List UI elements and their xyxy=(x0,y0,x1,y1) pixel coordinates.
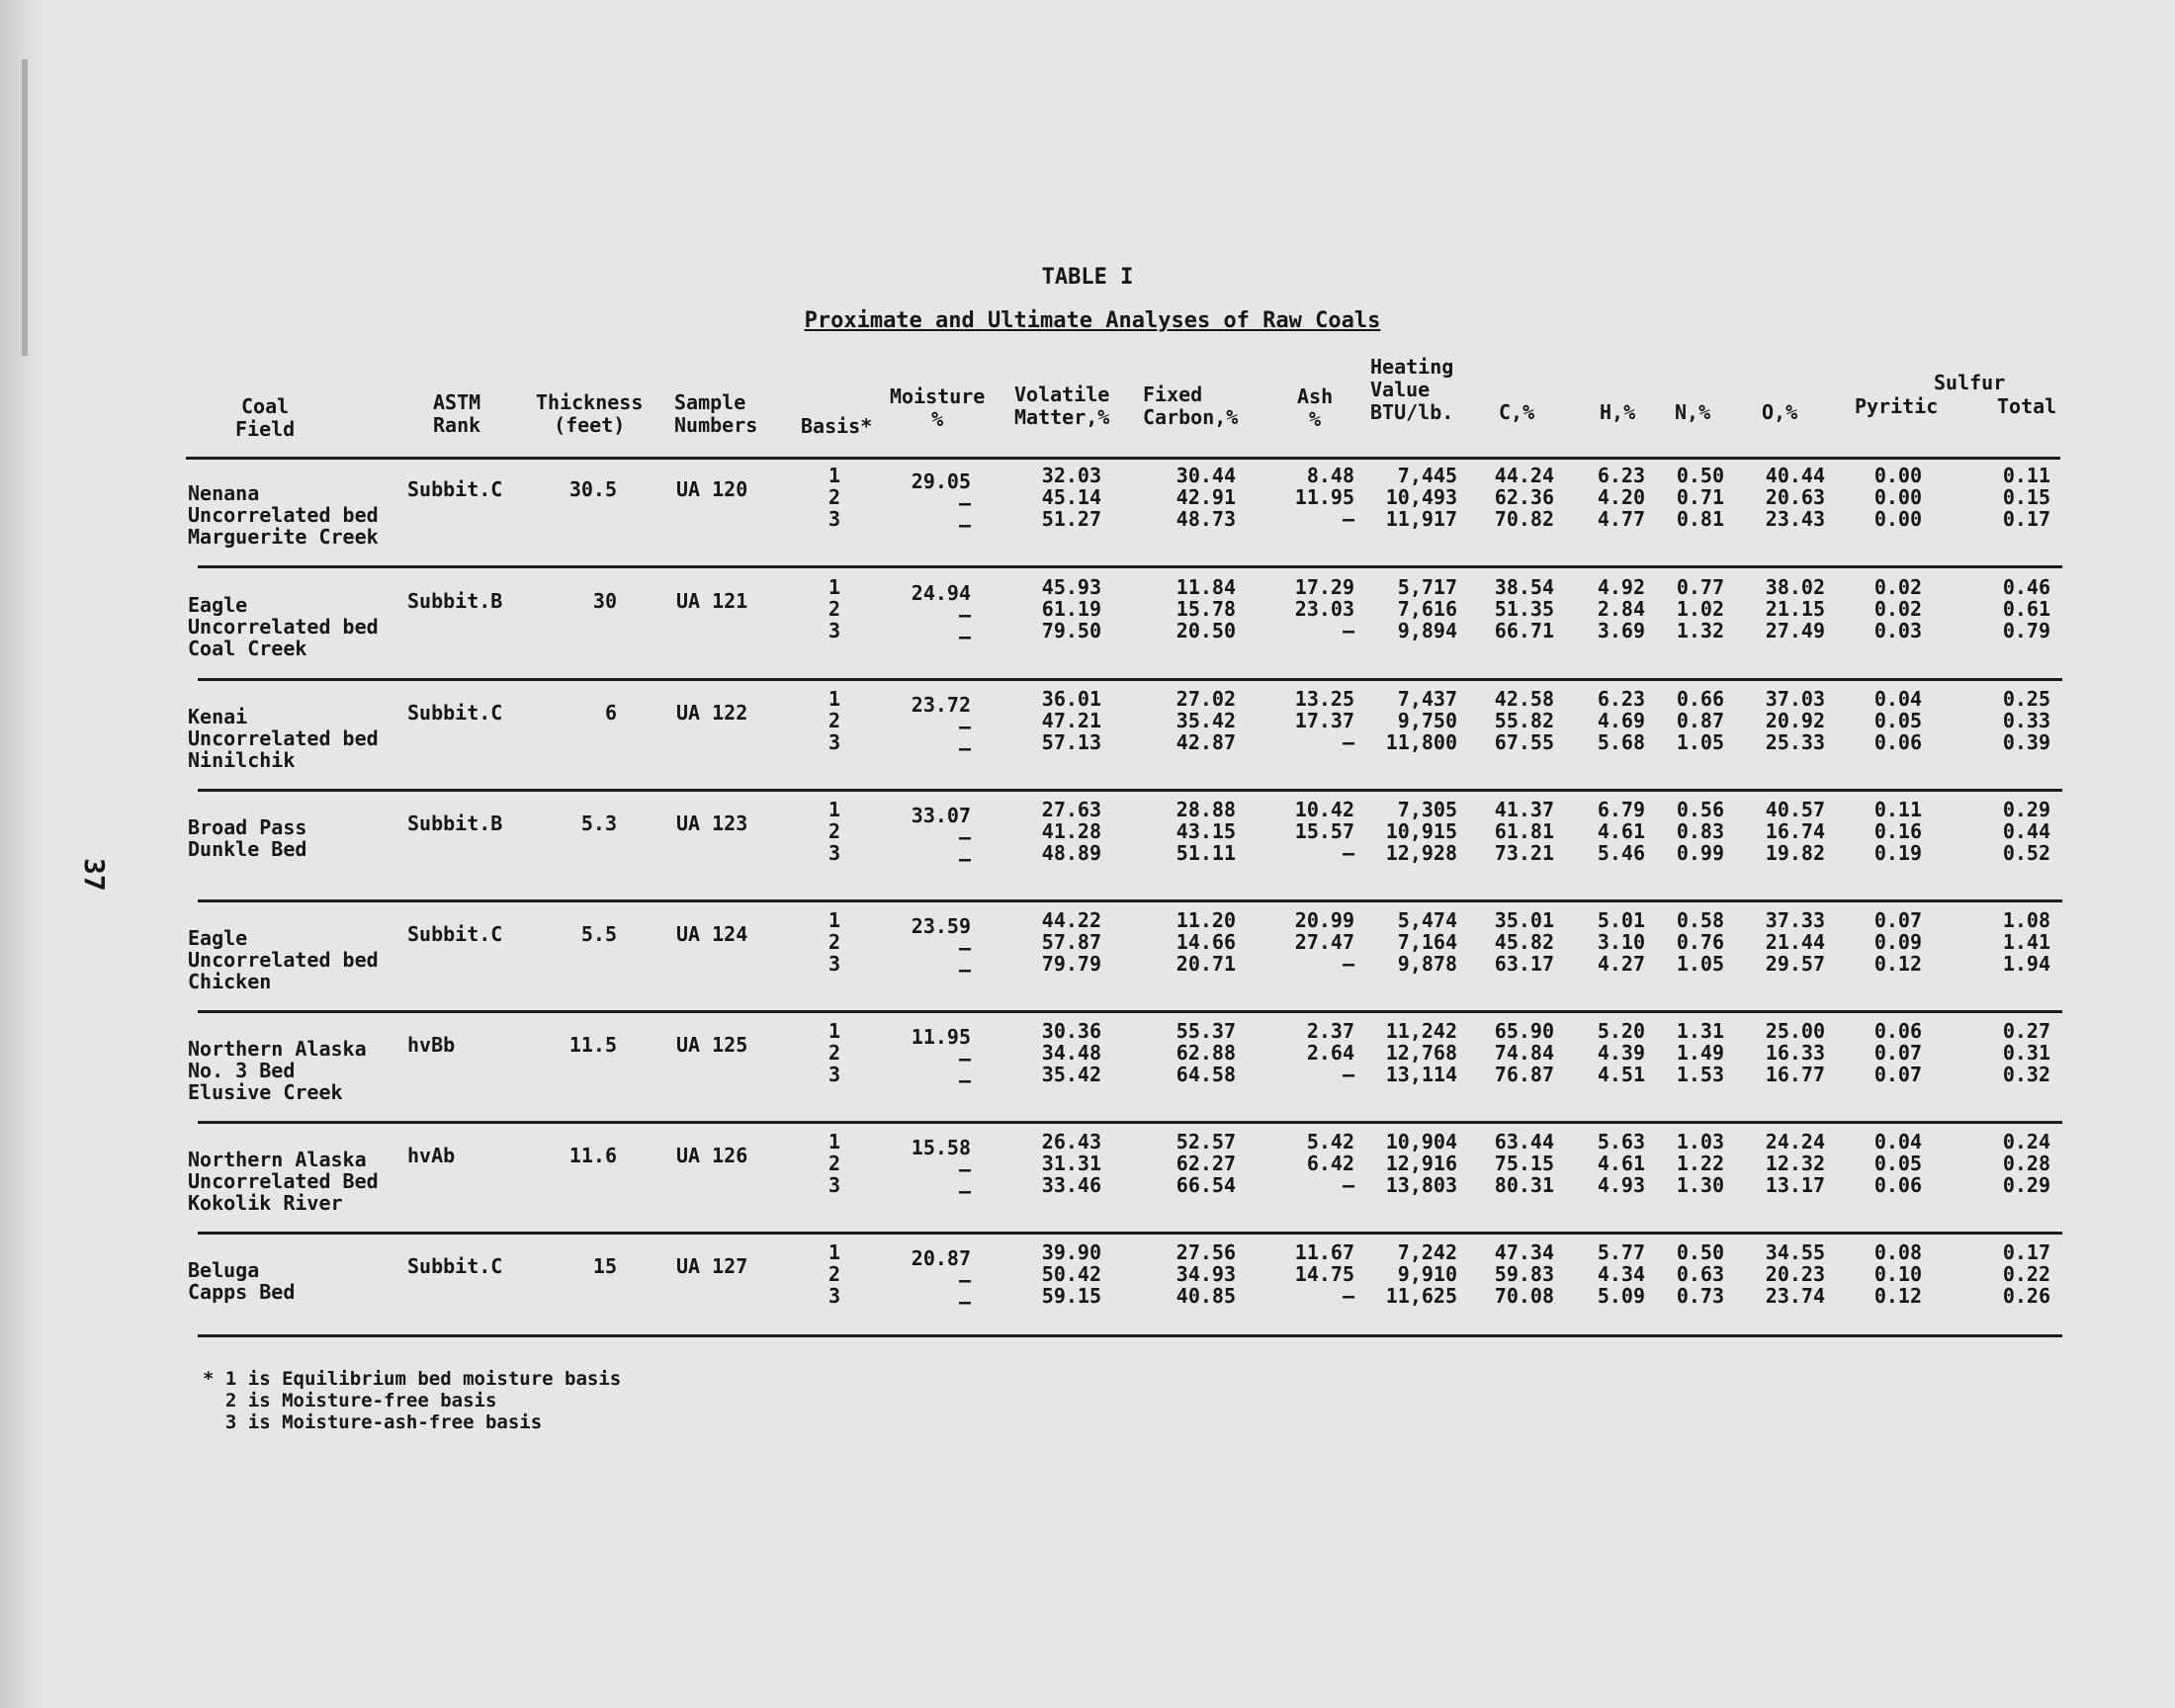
header-ash: Ash % xyxy=(1297,384,1334,431)
cell-moisture: 24.94 — — xyxy=(911,581,971,648)
row-divider xyxy=(198,565,2062,568)
row-divider xyxy=(198,789,2062,792)
cell-c: 42.58 55.82 67.55 xyxy=(1494,687,1554,754)
table-subtitle: Proximate and Ultimate Analyses of Raw Coals xyxy=(804,308,1381,333)
cell-thickness: 30 xyxy=(592,589,617,613)
cell-c: 63.44 75.15 80.31 xyxy=(1494,1130,1554,1197)
cell-volatile: 32.03 45.14 51.27 xyxy=(1041,464,1101,531)
cell-c: 44.24 62.36 70.82 xyxy=(1494,464,1554,531)
cell-fixed: 27.02 35.42 42.87 xyxy=(1175,687,1236,754)
cell-basis: 1 2 3 xyxy=(827,575,841,642)
cell-pyritic: 0.08 0.10 0.12 xyxy=(1873,1240,1922,1308)
header-oxygen: O,% xyxy=(1762,400,1798,424)
cell-h: 6.79 4.61 5.46 xyxy=(1597,798,1645,865)
cell-rank: Subbit.B xyxy=(407,811,503,835)
cell-o: 40.57 16.74 19.82 xyxy=(1765,798,1825,865)
cell-c: 38.54 51.35 66.71 xyxy=(1494,575,1554,642)
cell-basis: 1 2 3 xyxy=(827,687,841,754)
cell-thickness: 11.6 xyxy=(568,1144,617,1167)
cell-basis: 1 2 3 xyxy=(827,908,841,976)
cell-pyritic: 0.04 0.05 0.06 xyxy=(1873,1130,1922,1197)
cell-ash: 5.42 6.42 — xyxy=(1306,1130,1354,1197)
cell-moisture: 23.59 — — xyxy=(911,914,971,982)
cell-h: 4.92 2.84 3.69 xyxy=(1597,575,1645,642)
cell-fixed: 28.88 43.15 51.11 xyxy=(1175,798,1236,865)
cell-pyritic: 0.06 0.07 0.07 xyxy=(1873,1019,1922,1086)
cell-field: Eagle Uncorrelated bed Chicken xyxy=(188,926,379,993)
header-astm-rank: ASTM Rank xyxy=(433,390,481,437)
cell-volatile: 44.22 57.87 79.79 xyxy=(1041,908,1101,976)
header-basis: Basis* xyxy=(801,414,873,438)
header-coal-field: Coal Field xyxy=(235,394,296,441)
cell-o: 34.55 20.23 23.74 xyxy=(1765,1240,1825,1308)
cell-fixed: 55.37 62.88 64.58 xyxy=(1175,1019,1236,1086)
header-total: Total xyxy=(1997,394,2057,418)
header-volatile-matter: Volatile Matter,% xyxy=(1014,383,1110,429)
cell-field: Nenana Uncorrelated bed Marguerite Creek xyxy=(188,481,379,549)
cell-ash: 10.42 15.57 — xyxy=(1294,798,1354,865)
cell-thickness: 6 xyxy=(604,701,617,725)
row-divider xyxy=(186,457,2060,460)
cell-moisture: 11.95 — — xyxy=(911,1025,971,1092)
cell-basis: 1 2 3 xyxy=(827,464,841,531)
cell-n: 0.77 1.02 1.32 xyxy=(1676,575,1724,642)
cell-field: Northern Alaska No. 3 Bed Elusive Creek xyxy=(188,1037,367,1104)
cell-volatile: 39.90 50.42 59.15 xyxy=(1041,1240,1101,1308)
cell-sample: UA 126 xyxy=(676,1144,748,1167)
cell-pyritic: 0.02 0.02 0.03 xyxy=(1873,575,1922,642)
cell-fixed: 27.56 34.93 40.85 xyxy=(1175,1240,1236,1308)
cell-n: 0.50 0.63 0.73 xyxy=(1676,1240,1724,1308)
cell-total: 0.11 0.15 0.17 xyxy=(2002,464,2050,531)
cell-basis: 1 2 3 xyxy=(827,1130,841,1197)
cell-thickness: 11.5 xyxy=(568,1033,617,1057)
row-divider xyxy=(198,1121,2062,1124)
cell-sample: UA 122 xyxy=(676,701,748,725)
cell-heat: 7,305 10,915 12,928 xyxy=(1385,798,1457,865)
cell-o: 24.24 12.32 13.17 xyxy=(1765,1130,1825,1197)
cell-heat: 11,242 12,768 13,114 xyxy=(1385,1019,1457,1086)
cell-o: 37.33 21.44 29.57 xyxy=(1765,908,1825,976)
cell-h: 5.63 4.61 4.93 xyxy=(1597,1130,1645,1197)
cell-rank: Subbit.C xyxy=(407,701,503,725)
cell-moisture: 23.72 — — xyxy=(911,693,971,760)
cell-pyritic: 0.07 0.09 0.12 xyxy=(1873,908,1922,976)
header-pyritic: Pyritic xyxy=(1855,394,1939,418)
cell-volatile: 26.43 31.31 33.46 xyxy=(1041,1130,1101,1197)
cell-h: 5.77 4.34 5.09 xyxy=(1597,1240,1645,1308)
cell-total: 0.29 0.44 0.52 xyxy=(2002,798,2050,865)
row-divider xyxy=(198,678,2062,681)
cell-n: 1.03 1.22 1.30 xyxy=(1676,1130,1724,1197)
cell-ash: 11.67 14.75 — xyxy=(1294,1240,1354,1308)
cell-ash: 2.37 2.64 — xyxy=(1306,1019,1354,1086)
cell-n: 0.50 0.71 0.81 xyxy=(1676,464,1724,531)
cell-heat: 7,242 9,910 11,625 xyxy=(1385,1240,1457,1308)
cell-heat: 7,445 10,493 11,917 xyxy=(1385,464,1457,531)
cell-h: 6.23 4.20 4.77 xyxy=(1597,464,1645,531)
cell-thickness: 5.3 xyxy=(580,811,617,835)
cell-heat: 5,717 7,616 9,894 xyxy=(1397,575,1457,642)
cell-volatile: 45.93 61.19 79.50 xyxy=(1041,575,1101,642)
cell-total: 0.24 0.28 0.29 xyxy=(2002,1130,2050,1197)
cell-rank: Subbit.C xyxy=(407,922,503,946)
cell-o: 38.02 21.15 27.49 xyxy=(1765,575,1825,642)
cell-h: 6.23 4.69 5.68 xyxy=(1597,687,1645,754)
cell-n: 1.31 1.49 1.53 xyxy=(1676,1019,1724,1086)
cell-total: 0.27 0.31 0.32 xyxy=(2002,1019,2050,1086)
row-divider xyxy=(198,899,2062,902)
cell-n: 0.66 0.87 1.05 xyxy=(1676,687,1724,754)
cell-o: 25.00 16.33 16.77 xyxy=(1765,1019,1825,1086)
cell-ash: 13.25 17.37 — xyxy=(1294,687,1354,754)
cell-basis: 1 2 3 xyxy=(827,1019,841,1086)
cell-c: 65.90 74.84 76.87 xyxy=(1494,1019,1554,1086)
cell-basis: 1 2 3 xyxy=(827,1240,841,1308)
cell-total: 0.17 0.22 0.26 xyxy=(2002,1240,2050,1308)
cell-volatile: 30.36 34.48 35.42 xyxy=(1041,1019,1101,1086)
cell-volatile: 27.63 41.28 48.89 xyxy=(1041,798,1101,865)
cell-sample: UA 125 xyxy=(676,1033,748,1057)
cell-rank: hvAb xyxy=(407,1144,456,1167)
cell-thickness: 5.5 xyxy=(580,922,617,946)
cell-fixed: 52.57 62.27 66.54 xyxy=(1175,1130,1236,1197)
cell-total: 0.46 0.61 0.79 xyxy=(2002,575,2050,642)
cell-field: Eagle Uncorrelated bed Coal Creek xyxy=(188,593,379,660)
row-divider xyxy=(198,1334,2062,1337)
cell-moisture: 15.58 — — xyxy=(911,1136,971,1203)
cell-n: 0.58 0.76 1.05 xyxy=(1676,908,1724,976)
cell-rank: Subbit.C xyxy=(407,477,503,501)
cell-moisture: 33.07 — — xyxy=(911,804,971,871)
cell-c: 47.34 59.83 70.08 xyxy=(1494,1240,1554,1308)
cell-h: 5.20 4.39 4.51 xyxy=(1597,1019,1645,1086)
header-sample-numbers: Sample Numbers xyxy=(674,390,758,437)
cell-pyritic: 0.00 0.00 0.00 xyxy=(1873,464,1922,531)
scan-mark xyxy=(22,59,28,356)
cell-sample: UA 123 xyxy=(676,811,748,835)
table-title: TABLE I xyxy=(1041,265,1134,290)
cell-field: Broad Pass Dunkle Bed xyxy=(188,815,307,861)
cell-sample: UA 127 xyxy=(676,1254,748,1278)
cell-total: 0.25 0.33 0.39 xyxy=(2002,687,2050,754)
cell-fixed: 11.20 14.66 20.71 xyxy=(1175,908,1236,976)
header-moisture: Moisture % xyxy=(890,384,986,431)
header-nitrogen: N,% xyxy=(1675,400,1711,424)
footnote-3: 3 is Moisture-ash-free basis xyxy=(203,1411,543,1433)
cell-pyritic: 0.11 0.16 0.19 xyxy=(1873,798,1922,865)
cell-heat: 7,437 9,750 11,800 xyxy=(1385,687,1457,754)
cell-fixed: 30.44 42.91 48.73 xyxy=(1175,464,1236,531)
row-divider xyxy=(198,1232,2062,1235)
cell-fixed: 11.84 15.78 20.50 xyxy=(1175,575,1236,642)
cell-thickness: 15 xyxy=(592,1254,617,1278)
footnote-1: * 1 is Equilibrium bed moisture basis xyxy=(203,1368,622,1390)
cell-field: Beluga Capps Bed xyxy=(188,1258,296,1304)
header-hydrogen: H,% xyxy=(1600,400,1636,424)
cell-c: 41.37 61.81 73.21 xyxy=(1494,798,1554,865)
cell-ash: 17.29 23.03 — xyxy=(1294,575,1354,642)
cell-field: Kenai Uncorrelated bed Ninilchik xyxy=(188,705,379,772)
cell-h: 5.01 3.10 4.27 xyxy=(1597,908,1645,976)
header-sulfur: Sulfur xyxy=(1934,371,2006,394)
cell-heat: 5,474 7,164 9,878 xyxy=(1397,908,1457,976)
header-heating-value: Heating Value BTU/lb. xyxy=(1370,355,1454,424)
cell-rank: Subbit.B xyxy=(407,589,503,613)
cell-moisture: 20.87 — — xyxy=(911,1246,971,1314)
page-number: 37 xyxy=(78,858,111,892)
cell-moisture: 29.05 — — xyxy=(911,470,971,537)
cell-basis: 1 2 3 xyxy=(827,798,841,865)
cell-rank: Subbit.C xyxy=(407,1254,503,1278)
cell-sample: UA 124 xyxy=(676,922,748,946)
cell-rank: hvBb xyxy=(407,1033,456,1057)
cell-ash: 8.48 11.95 — xyxy=(1294,464,1354,531)
header-thickness: Thickness (feet) xyxy=(536,390,644,437)
cell-heat: 10,904 12,916 13,803 xyxy=(1385,1130,1457,1197)
cell-field: Northern Alaska Uncorrelated Bed Kokolik River xyxy=(188,1148,379,1215)
cell-c: 35.01 45.82 63.17 xyxy=(1494,908,1554,976)
row-divider xyxy=(198,1010,2062,1013)
cell-n: 0.56 0.83 0.99 xyxy=(1676,798,1724,865)
cell-o: 40.44 20.63 23.43 xyxy=(1765,464,1825,531)
cell-sample: UA 120 xyxy=(676,477,748,501)
cell-volatile: 36.01 47.21 57.13 xyxy=(1041,687,1101,754)
cell-sample: UA 121 xyxy=(676,589,748,613)
header-carbon: C,% xyxy=(1499,400,1535,424)
footnote-2: 2 is Moisture-free basis xyxy=(203,1390,497,1411)
cell-o: 37.03 20.92 25.33 xyxy=(1765,687,1825,754)
cell-thickness: 30.5 xyxy=(568,477,617,501)
footnotes xyxy=(203,1368,621,1433)
cell-pyritic: 0.04 0.05 0.06 xyxy=(1873,687,1922,754)
cell-ash: 20.99 27.47 — xyxy=(1294,908,1354,976)
cell-total: 1.08 1.41 1.94 xyxy=(2002,908,2050,976)
header-fixed-carbon: Fixed Carbon,% xyxy=(1143,383,1239,429)
